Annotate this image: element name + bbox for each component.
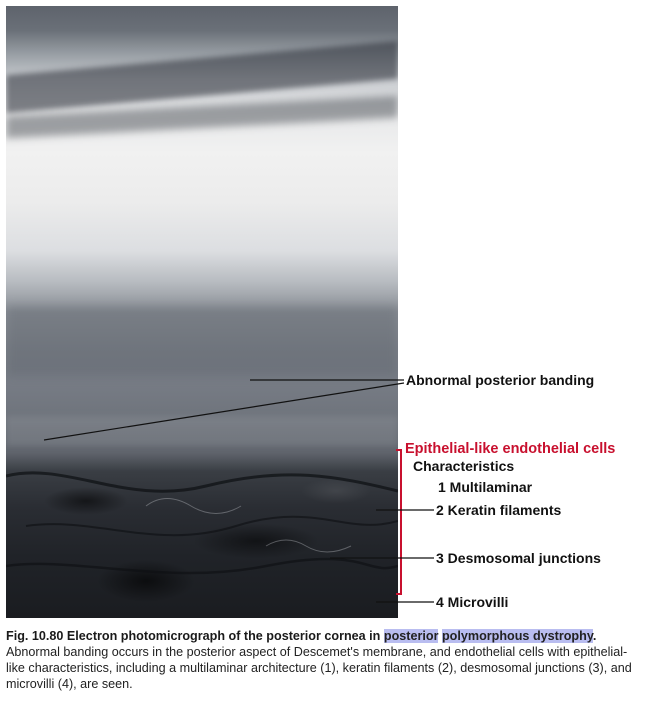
caption-fig-number: Fig. 10.80: [6, 629, 64, 643]
caption-highlight: polymorphous dystrophy: [441, 629, 593, 643]
label-item-2: 2 Keratin filaments: [436, 502, 562, 518]
label-abnormal-banding: Abnormal posterior banding: [406, 372, 595, 388]
label-item-4: 4 Microvilli: [436, 594, 509, 610]
label-item-1: 1 Multilaminar: [438, 479, 533, 495]
caption-body: Abnormal banding occurs in the posterior aspect of Descemet's membrane, and endothelial cells with epithelial-like characteristics, including a multilaminar architecture (1), keratin filaments (2), desmosomal junctions (3), and microvilli (4), are seen.: [6, 645, 632, 691]
caption-highlight: posterior: [383, 629, 439, 643]
caption-title: Electron photomicrograph of the posterior cornea in: [66, 629, 381, 643]
label-epithelial-cells: Epithelial-like endothelial cells: [405, 441, 616, 457]
figure-caption: [6, 628, 636, 692]
label-item-3: 3 Desmosomal junctions: [436, 550, 601, 566]
caption-title-end: .: [592, 629, 597, 643]
label-characteristics: Characteristics: [413, 458, 515, 474]
